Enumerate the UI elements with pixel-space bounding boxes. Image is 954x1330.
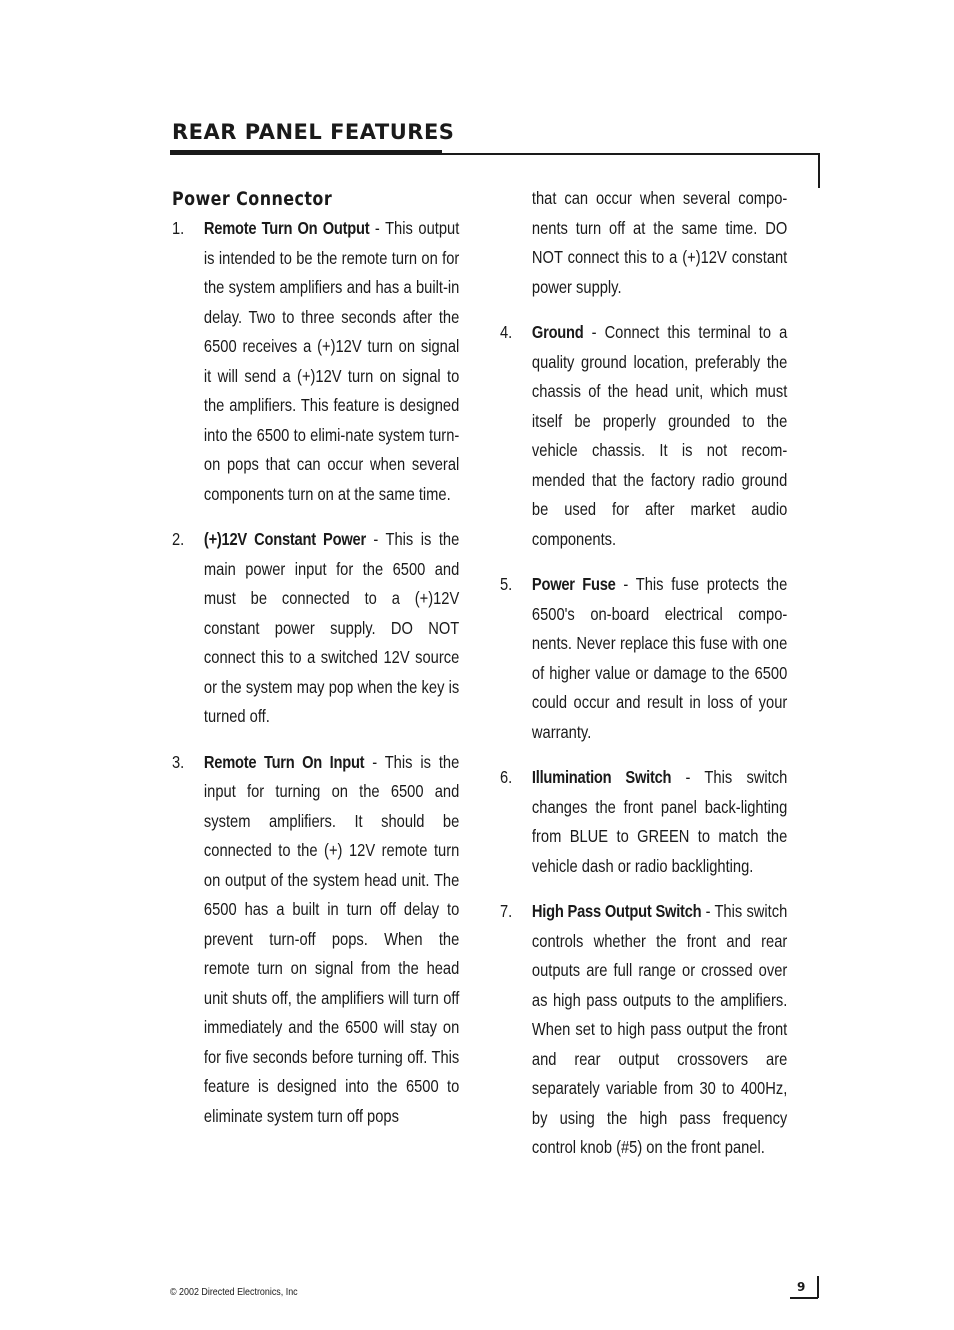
item-name: (+)12V Constant Power [203,529,366,549]
list-item [172,748,459,1132]
list-item [500,763,787,881]
page-title: REAR PANEL FEATURES [172,120,455,144]
copyright-footer: © 2002 Directed Electronics, Inc [170,1286,298,1298]
item-text: - This fuse protects the 6500's on-board electrical compo-nents. Never replace this fuse with one of higher value or damage to the 6500 could occur and result in loss of your warranty. [531,574,788,742]
item-text: - This is the main power input for the 6500 and must be connected to a (+)12V constant power supply. DO NOT connect this to a switched 12V source or the system may pop when the key is turned off. [203,529,460,726]
item-continuation: that can occur when several compo-nents turn off at the same time. DO NOT connect this to a (+)12V constant power supply. [531,188,788,297]
section-heading: Power Connector [172,188,333,210]
item-number: 5. [500,574,513,594]
list-item [172,525,459,732]
item-name: Remote Turn On Input [203,751,365,772]
item-name: High Pass Output Switch [531,901,702,921]
item-number: 1. [172,218,185,238]
title-rule [442,153,820,155]
list-item [172,214,459,509]
title-underline [170,150,442,155]
title-rule-end [818,154,820,188]
item-number: 2. [172,529,185,549]
page-number: 9 [797,1280,806,1294]
item-text: - This switch changes the front panel back-lighting from BLUE to GREEN to match the vehicle dash or radio backlighting. [531,767,788,876]
list-item [500,570,787,747]
left-column [172,184,459,1147]
item-number: 7. [500,901,513,921]
item-name: Ground [531,322,584,342]
list-item [500,897,787,1163]
list-item [500,318,787,554]
item-name: Remote Turn On Output [203,218,370,238]
right-column [500,184,787,1179]
item-number: 4. [500,322,513,342]
item-text: - This is the input for turning on the 6500 and system amplifiers. It should be connected to the (+) 12V remote turn on output of the system head unit. The 6500 has a built in turn off delay to prevent turn-off pops. When the remote turn on signal from the head unit shuts off, the amplifiers will turn off immediately and the 6500 will stay on for five seconds before turning off. This feature is designed into the 6500 to eliminate system turn off pops [203,751,460,1126]
item-name: Illumination Switch [531,767,672,787]
item-text: - This switch controls whether the front and rear outputs are full range or crossed over as high pass outputs to the amplifiers. When set to high pass output the front and rear output crossovers are separately variable from 30 to 400Hz, by using the high pass frequency control knob (#5) on the front panel. [531,901,788,1157]
item-name: Power Fuse [531,574,616,594]
page-number-rule [790,1297,818,1299]
item-number: 6. [500,767,513,787]
item-text: - Connect this terminal to a quality ground location, preferably the chassis of the head unit, which must itself be properly grounded to the vehicle chassis. It is not recom-mended that the factory radio ground be used for after market audio components. [531,322,788,549]
item-number: 3. [172,751,185,772]
page-number-rule-vertical [817,1276,819,1298]
item-text: - This output is intended to be the remote turn on for the system amplifiers and has a built-in delay. Two to three seconds after the 6500 receives a (+)12V turn on signal it will send a (+)12V turn on signal to the amplifiers. This feature is designed into the 6500 to elimi-nate system turn-on pops that can occur when several components turn on at the same time. [203,218,460,504]
